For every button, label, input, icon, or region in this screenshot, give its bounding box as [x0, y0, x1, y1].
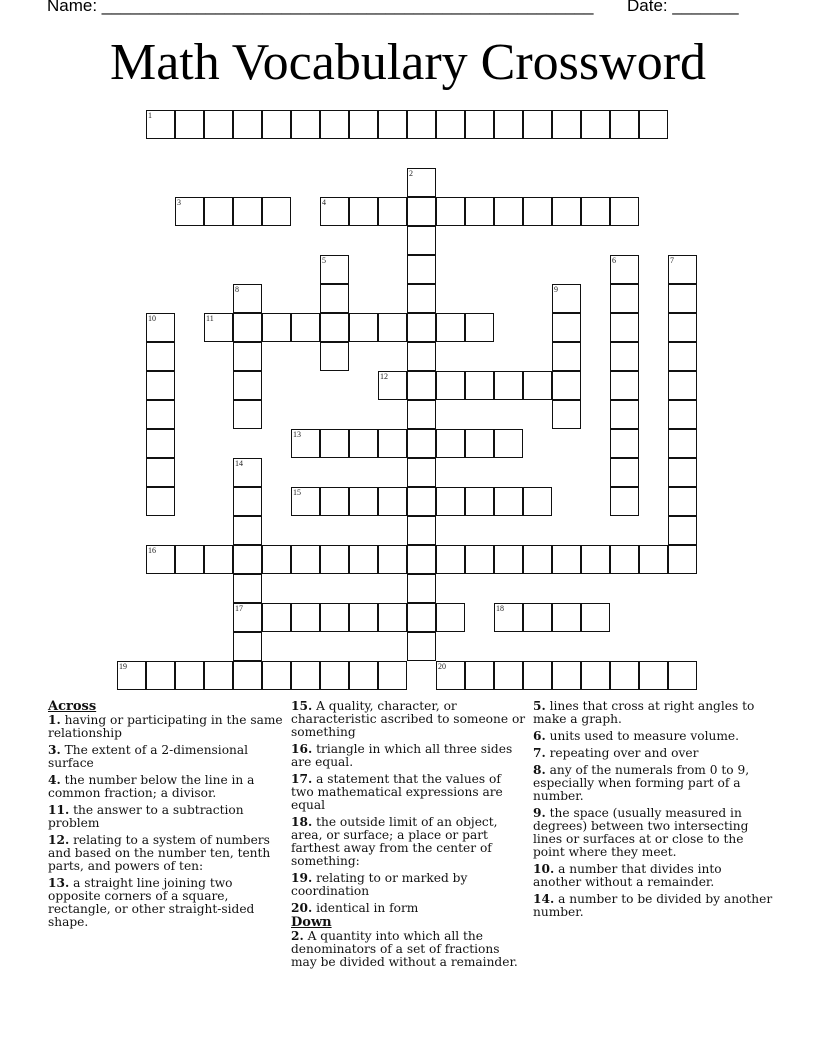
- grid-cell[interactable]: [610, 545, 639, 574]
- clue-text: relating to or marked by coordination: [291, 871, 468, 898]
- grid-cell[interactable]: [233, 110, 262, 139]
- clue-number: 16.: [291, 742, 313, 756]
- clue-text: units used to measure volume.: [549, 729, 739, 743]
- cell-number: 10: [148, 314, 156, 323]
- grid-cell[interactable]: [320, 661, 349, 690]
- grid-cell[interactable]: [320, 545, 349, 574]
- clue-text: triangle in which all three sides are equal.: [291, 742, 513, 769]
- grid-cell[interactable]: [610, 400, 639, 429]
- clue-down-5: [533, 700, 773, 726]
- grid-cell[interactable]: [581, 545, 610, 574]
- clue-across-16: [291, 743, 527, 769]
- grid-cell[interactable]: [378, 545, 407, 574]
- clue-text: a number that divides into another without a remainder.: [533, 862, 722, 889]
- clue-number: 4.: [48, 773, 61, 787]
- grid-cell[interactable]: [436, 661, 465, 690]
- grid-cell[interactable]: [668, 313, 697, 342]
- grid-cell[interactable]: [581, 197, 610, 226]
- cell-number: 17: [235, 604, 243, 613]
- grid-cell[interactable]: [407, 342, 436, 371]
- grid-cell[interactable]: [146, 342, 175, 371]
- grid-cell[interactable]: [233, 400, 262, 429]
- grid-cell[interactable]: [407, 110, 436, 139]
- clue-text: having or participating in the same relationship: [48, 713, 283, 740]
- cell-number: 19: [119, 662, 127, 671]
- clue-number: 19.: [291, 871, 313, 885]
- grid-cell[interactable]: [175, 661, 204, 690]
- grid-cell[interactable]: [668, 255, 697, 284]
- grid-cell[interactable]: [668, 429, 697, 458]
- grid-cell[interactable]: [610, 458, 639, 487]
- grid-cell[interactable]: [378, 661, 407, 690]
- grid-cell[interactable]: [146, 429, 175, 458]
- grid-cell[interactable]: [320, 342, 349, 371]
- cell-number: 7: [670, 256, 674, 265]
- grid-cell[interactable]: [581, 661, 610, 690]
- grid-cell[interactable]: [204, 661, 233, 690]
- grid-cell[interactable]: [349, 661, 378, 690]
- grid-cell[interactable]: [146, 400, 175, 429]
- grid-cell[interactable]: [378, 603, 407, 632]
- grid-cell[interactable]: [610, 197, 639, 226]
- grid-cell[interactable]: [146, 661, 175, 690]
- grid-cell[interactable]: [494, 110, 523, 139]
- clue-text: any of the numerals from 0 to 9, especially when forming part of a number.: [533, 763, 750, 803]
- name-field[interactable]: Name: ____________________________________________________: [47, 0, 594, 15]
- grid-cell[interactable]: [552, 110, 581, 139]
- grid-cell[interactable]: [291, 661, 320, 690]
- grid-cell[interactable]: [233, 313, 262, 342]
- grid-cell[interactable]: [436, 603, 465, 632]
- cell-number: 5: [322, 256, 326, 265]
- clue-text: the space (usually measured in degrees) between two intersecting lines or surfaces at or close to the point where they meet.: [533, 806, 749, 859]
- grid-cell[interactable]: [494, 197, 523, 226]
- grid-cell[interactable]: [262, 603, 291, 632]
- cell-number: 6: [612, 256, 616, 265]
- grid-cell[interactable]: [407, 545, 436, 574]
- grid-cell[interactable]: [552, 400, 581, 429]
- grid-cell[interactable]: [610, 255, 639, 284]
- grid-cell[interactable]: [262, 545, 291, 574]
- grid-cell[interactable]: [378, 371, 407, 400]
- grid-cell[interactable]: [204, 110, 233, 139]
- grid-cell[interactable]: [233, 284, 262, 313]
- clue-text: the answer to a subtraction problem: [48, 803, 244, 830]
- grid-cell[interactable]: [349, 603, 378, 632]
- cell-number: 4: [322, 198, 326, 207]
- grid-cell[interactable]: [378, 197, 407, 226]
- grid-cell[interactable]: [320, 197, 349, 226]
- clue-text: A quality, character, or characteristic ascribed to someone or something: [291, 699, 526, 739]
- clue-number: 11.: [48, 803, 70, 817]
- grid-cell[interactable]: [349, 429, 378, 458]
- grid-cell[interactable]: [233, 371, 262, 400]
- grid-cell[interactable]: [349, 487, 378, 516]
- grid-cell[interactable]: [610, 313, 639, 342]
- clue-text: a straight line joining two opposite corners of a square, rectangle, or other straight-sided shape.: [48, 876, 255, 929]
- grid-cell[interactable]: [349, 197, 378, 226]
- grid-cell[interactable]: [581, 603, 610, 632]
- grid-cell[interactable]: [262, 110, 291, 139]
- grid-cell[interactable]: [668, 458, 697, 487]
- grid-cell[interactable]: [668, 342, 697, 371]
- grid-cell[interactable]: [610, 661, 639, 690]
- clue-across-1: [48, 714, 284, 740]
- grid-cell[interactable]: [610, 284, 639, 313]
- grid-cell[interactable]: [552, 545, 581, 574]
- grid-cell[interactable]: [291, 603, 320, 632]
- grid-cell[interactable]: [117, 661, 146, 690]
- grid-cell[interactable]: [639, 661, 668, 690]
- grid-cell[interactable]: [436, 110, 465, 139]
- cell-number: 13: [293, 430, 301, 439]
- grid-cell[interactable]: [146, 545, 175, 574]
- grid-cell[interactable]: [436, 371, 465, 400]
- cell-number: 12: [380, 372, 388, 381]
- grid-cell[interactable]: [407, 255, 436, 284]
- grid-cell[interactable]: [320, 313, 349, 342]
- clue-text: a number to be divided by another number.: [533, 892, 773, 919]
- grid-cell[interactable]: [552, 661, 581, 690]
- grid-cell[interactable]: [639, 545, 668, 574]
- clue-down-8: [533, 764, 773, 803]
- grid-cell[interactable]: [465, 661, 494, 690]
- clue-across-19: [291, 872, 527, 898]
- grid-cell[interactable]: [523, 197, 552, 226]
- grid-cell[interactable]: [146, 110, 175, 139]
- clue-number: 2.: [291, 929, 304, 943]
- grid-cell[interactable]: [465, 371, 494, 400]
- clue-text: repeating over and over: [549, 746, 699, 760]
- grid-cell[interactable]: [494, 661, 523, 690]
- grid-cell[interactable]: [204, 545, 233, 574]
- grid-cell[interactable]: [204, 197, 233, 226]
- grid-cell[interactable]: [291, 313, 320, 342]
- grid-cell[interactable]: [523, 110, 552, 139]
- grid-cell[interactable]: [233, 545, 262, 574]
- clue-text: identical in form: [316, 901, 419, 915]
- grid-cell[interactable]: [523, 661, 552, 690]
- grid-cell[interactable]: [668, 516, 697, 545]
- grid-cell[interactable]: [233, 342, 262, 371]
- clue-down-2: [291, 930, 527, 969]
- grid-cell[interactable]: [233, 487, 262, 516]
- grid-cell[interactable]: [465, 197, 494, 226]
- grid-cell[interactable]: [407, 313, 436, 342]
- cell-number: 8: [235, 285, 239, 294]
- grid-cell[interactable]: [378, 110, 407, 139]
- grid-cell[interactable]: [233, 197, 262, 226]
- grid-cell[interactable]: [436, 545, 465, 574]
- grid-cell[interactable]: [407, 574, 436, 603]
- grid-cell[interactable]: [610, 110, 639, 139]
- clue-number: 15.: [291, 699, 313, 713]
- cell-number: 1: [148, 111, 152, 120]
- grid-cell[interactable]: [349, 313, 378, 342]
- grid-cell[interactable]: [552, 284, 581, 313]
- clue-across-3: [48, 744, 284, 770]
- grid-cell[interactable]: [552, 603, 581, 632]
- clue-number: 1.: [48, 713, 61, 727]
- cell-number: 20: [438, 662, 446, 671]
- grid-cell[interactable]: [465, 313, 494, 342]
- grid-cell[interactable]: [668, 487, 697, 516]
- clues-column-1: [48, 700, 284, 933]
- clue-across-13: [48, 877, 284, 929]
- grid-cell[interactable]: [407, 168, 436, 197]
- grid-cell[interactable]: [262, 313, 291, 342]
- cell-number: 9: [554, 285, 558, 294]
- grid-cell[interactable]: [436, 197, 465, 226]
- cell-number: 18: [496, 604, 504, 613]
- cell-number: 3: [177, 198, 181, 207]
- grid-cell[interactable]: [407, 429, 436, 458]
- grid-cell[interactable]: [291, 487, 320, 516]
- grid-cell[interactable]: [407, 284, 436, 313]
- clue-number: 6.: [533, 729, 546, 743]
- clue-across-18: [291, 816, 527, 868]
- grid-cell[interactable]: [523, 545, 552, 574]
- grid-cell[interactable]: [204, 313, 233, 342]
- grid-cell[interactable]: [407, 197, 436, 226]
- clue-number: 10.: [533, 862, 555, 876]
- grid-cell[interactable]: [175, 197, 204, 226]
- grid-cell[interactable]: [581, 110, 610, 139]
- clue-text: the number below the line in a common fraction; a divisor.: [48, 773, 255, 800]
- clue-down-9: [533, 807, 773, 859]
- grid-cell[interactable]: [552, 371, 581, 400]
- grid-cell[interactable]: [262, 661, 291, 690]
- cell-number: 14: [235, 459, 243, 468]
- clue-number: 8.: [533, 763, 546, 777]
- grid-cell[interactable]: [668, 371, 697, 400]
- grid-cell[interactable]: [407, 226, 436, 255]
- grid-cell[interactable]: [494, 429, 523, 458]
- grid-cell[interactable]: [320, 603, 349, 632]
- grid-cell[interactable]: [349, 110, 378, 139]
- grid-cell[interactable]: [378, 429, 407, 458]
- grid-cell[interactable]: [233, 574, 262, 603]
- grid-cell[interactable]: [291, 545, 320, 574]
- grid-cell[interactable]: [407, 603, 436, 632]
- clue-text: lines that cross at right angles to make a graph.: [533, 699, 755, 726]
- clue-across-17: [291, 773, 527, 812]
- grid-cell[interactable]: [610, 429, 639, 458]
- grid-cell[interactable]: [146, 313, 175, 342]
- grid-cell[interactable]: [494, 487, 523, 516]
- clue-across-11: [48, 804, 284, 830]
- grid-cell[interactable]: [320, 429, 349, 458]
- clue-number: 3.: [48, 743, 61, 757]
- cell-number: 16: [148, 546, 156, 555]
- down-heading: Down: [291, 915, 332, 930]
- clue-down-7: [533, 747, 773, 760]
- grid-cell[interactable]: [146, 371, 175, 400]
- clue-number: 18.: [291, 815, 313, 829]
- grid-cell[interactable]: [523, 371, 552, 400]
- grid-cell[interactable]: [436, 429, 465, 458]
- grid-cell[interactable]: [146, 487, 175, 516]
- clue-number: 13.: [48, 876, 70, 890]
- grid-cell[interactable]: [668, 284, 697, 313]
- grid-cell[interactable]: [320, 284, 349, 313]
- grid-cell[interactable]: [175, 110, 204, 139]
- clue-down-10: [533, 863, 773, 889]
- clue-number: 7.: [533, 746, 546, 760]
- grid-cell[interactable]: [378, 487, 407, 516]
- clue-across-12: [48, 834, 284, 873]
- page-title: Math Vocabulary Crossword: [109, 34, 707, 91]
- grid-cell[interactable]: [407, 400, 436, 429]
- grid-cell[interactable]: [233, 603, 262, 632]
- grid-cell[interactable]: [146, 458, 175, 487]
- clue-number: 20.: [291, 901, 313, 915]
- grid-cell[interactable]: [494, 371, 523, 400]
- cell-number: 2: [409, 169, 413, 178]
- grid-cell[interactable]: [407, 371, 436, 400]
- grid-cell[interactable]: [552, 342, 581, 371]
- grid-cell[interactable]: [349, 545, 378, 574]
- grid-cell[interactable]: [436, 487, 465, 516]
- grid-cell[interactable]: [668, 545, 697, 574]
- clue-text: The extent of a 2-dimensional surface: [48, 743, 249, 770]
- grid-cell[interactable]: [407, 632, 436, 661]
- grid-cell[interactable]: [610, 487, 639, 516]
- clue-text: the outside limit of an object, area, or surface; a place or part farthest away from the center of something:: [291, 815, 498, 868]
- grid-cell[interactable]: [233, 458, 262, 487]
- grid-cell[interactable]: [407, 516, 436, 545]
- clue-number: 14.: [533, 892, 555, 906]
- clue-across-20: [291, 902, 527, 915]
- clue-down-6: [533, 730, 773, 743]
- grid-cell[interactable]: [668, 661, 697, 690]
- grid-cell[interactable]: [552, 313, 581, 342]
- grid-cell[interactable]: [552, 197, 581, 226]
- grid-cell[interactable]: [233, 632, 262, 661]
- grid-cell[interactable]: [523, 603, 552, 632]
- clue-number: 5.: [533, 699, 546, 713]
- grid-cell[interactable]: [494, 545, 523, 574]
- grid-cell[interactable]: [407, 458, 436, 487]
- cell-number: 15: [293, 488, 301, 497]
- clue-number: 9.: [533, 806, 546, 820]
- grid-cell[interactable]: [465, 429, 494, 458]
- grid-cell[interactable]: [523, 487, 552, 516]
- grid-cell[interactable]: [494, 603, 523, 632]
- grid-cell[interactable]: [320, 110, 349, 139]
- grid-cell[interactable]: [262, 197, 291, 226]
- clue-text: A quantity into which all the denominators of a set of fractions may be divided without a remainder.: [291, 929, 518, 969]
- grid-cell[interactable]: [378, 313, 407, 342]
- date-field[interactable]: Date: _______: [627, 0, 739, 15]
- grid-cell[interactable]: [465, 110, 494, 139]
- clue-text: a statement that the values of two mathematical expressions are equal: [291, 772, 503, 812]
- grid-cell[interactable]: [320, 487, 349, 516]
- clue-across-4: [48, 774, 284, 800]
- grid-cell[interactable]: [291, 429, 320, 458]
- grid-cell[interactable]: [175, 545, 204, 574]
- grid-cell[interactable]: [610, 342, 639, 371]
- grid-cell[interactable]: [233, 516, 262, 545]
- grid-cell[interactable]: [465, 487, 494, 516]
- clue-across-15: [291, 700, 527, 739]
- clue-number: 12.: [48, 833, 70, 847]
- grid-cell[interactable]: [436, 313, 465, 342]
- grid-cell[interactable]: [291, 110, 320, 139]
- across-heading: Across: [48, 699, 97, 714]
- clues-column-2: [291, 700, 527, 973]
- grid-cell[interactable]: [233, 661, 262, 690]
- clue-down-14: [533, 893, 773, 919]
- grid-cell[interactable]: [320, 255, 349, 284]
- grid-cell[interactable]: [407, 487, 436, 516]
- grid-cell[interactable]: [610, 371, 639, 400]
- clue-text: relating to a system of numbers and based on the number ten, tenth parts, and powers of ten:: [48, 833, 271, 873]
- clues-column-3: [533, 700, 773, 923]
- grid-cell[interactable]: [639, 110, 668, 139]
- cell-number: 11: [206, 314, 214, 323]
- grid-cell[interactable]: [668, 400, 697, 429]
- grid-cell[interactable]: [465, 545, 494, 574]
- clue-number: 17.: [291, 772, 313, 786]
